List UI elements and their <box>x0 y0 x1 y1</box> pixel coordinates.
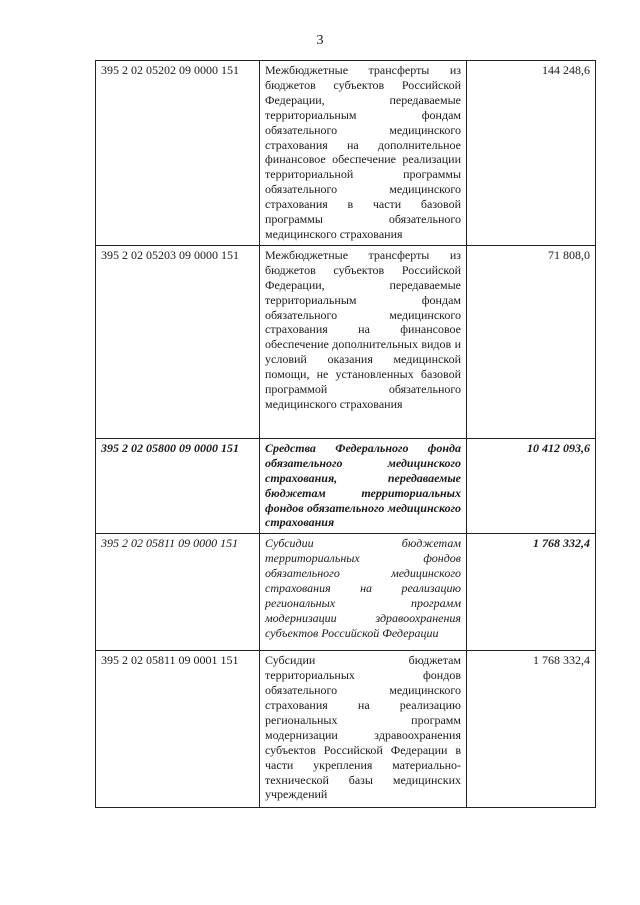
budget-description: Субсидии бюджетам территориальных фондов обязательного медицинского страхования на реализацию региональных программ модернизации здравоохранения субъектов Российской Федерации в части укрепления материально-технической базы медицинских учреждений <box>260 651 467 808</box>
budget-code: 395 2 02 05811 09 0001 151 <box>96 651 260 808</box>
budget-description: Межбюджетные трансферты из бюджетов субъектов Российской Федерации, передаваемые территориальным фондам обязательного медицинского страхования на финансовое обеспечение дополнительных видов и условий оказания медицинской помощи, не установленных базовой программой обязательного медицинского страхования <box>260 245 467 438</box>
budget-amount: 1 768 332,4 <box>467 534 596 651</box>
table-row <box>96 438 596 533</box>
table-row <box>96 534 596 651</box>
budget-amount: 144 248,6 <box>467 61 596 246</box>
table-row <box>96 61 596 246</box>
table-row <box>96 245 596 438</box>
budget-amount: 10 412 093,6 <box>467 438 596 533</box>
budget-code: 395 2 02 05800 09 0000 151 <box>96 438 260 533</box>
budget-amount: 1 768 332,4 <box>467 651 596 808</box>
budget-code: 395 2 02 05203 09 0000 151 <box>96 245 260 438</box>
table-row <box>96 651 596 808</box>
budget-description: Средства Федерального фонда обязательного медицинского страхования, передаваемые бюджетам территориальных фондов обязательного медицинского страхования <box>260 438 467 533</box>
budget-description: Субсидии бюджетам территориальных фондов обязательного медицинского страхования на реализацию региональных программ модернизации здравоохранения субъектов Российской Федерации <box>260 534 467 651</box>
budget-table <box>95 60 596 808</box>
budget-code: 395 2 02 05811 09 0000 151 <box>96 534 260 651</box>
budget-description: Межбюджетные трансферты из бюджетов субъектов Российской Федерации, передаваемые территориальным фондам обязательного медицинского страхования на дополнительное финансовое обеспечение реализации территориальной программы обязательного медицинского страхования в части базовой программы обязательного медицинского страхования <box>260 61 467 246</box>
budget-code: 395 2 02 05202 09 0000 151 <box>96 61 260 246</box>
budget-amount: 71 808,0 <box>467 245 596 438</box>
page-number: 3 <box>316 33 324 48</box>
